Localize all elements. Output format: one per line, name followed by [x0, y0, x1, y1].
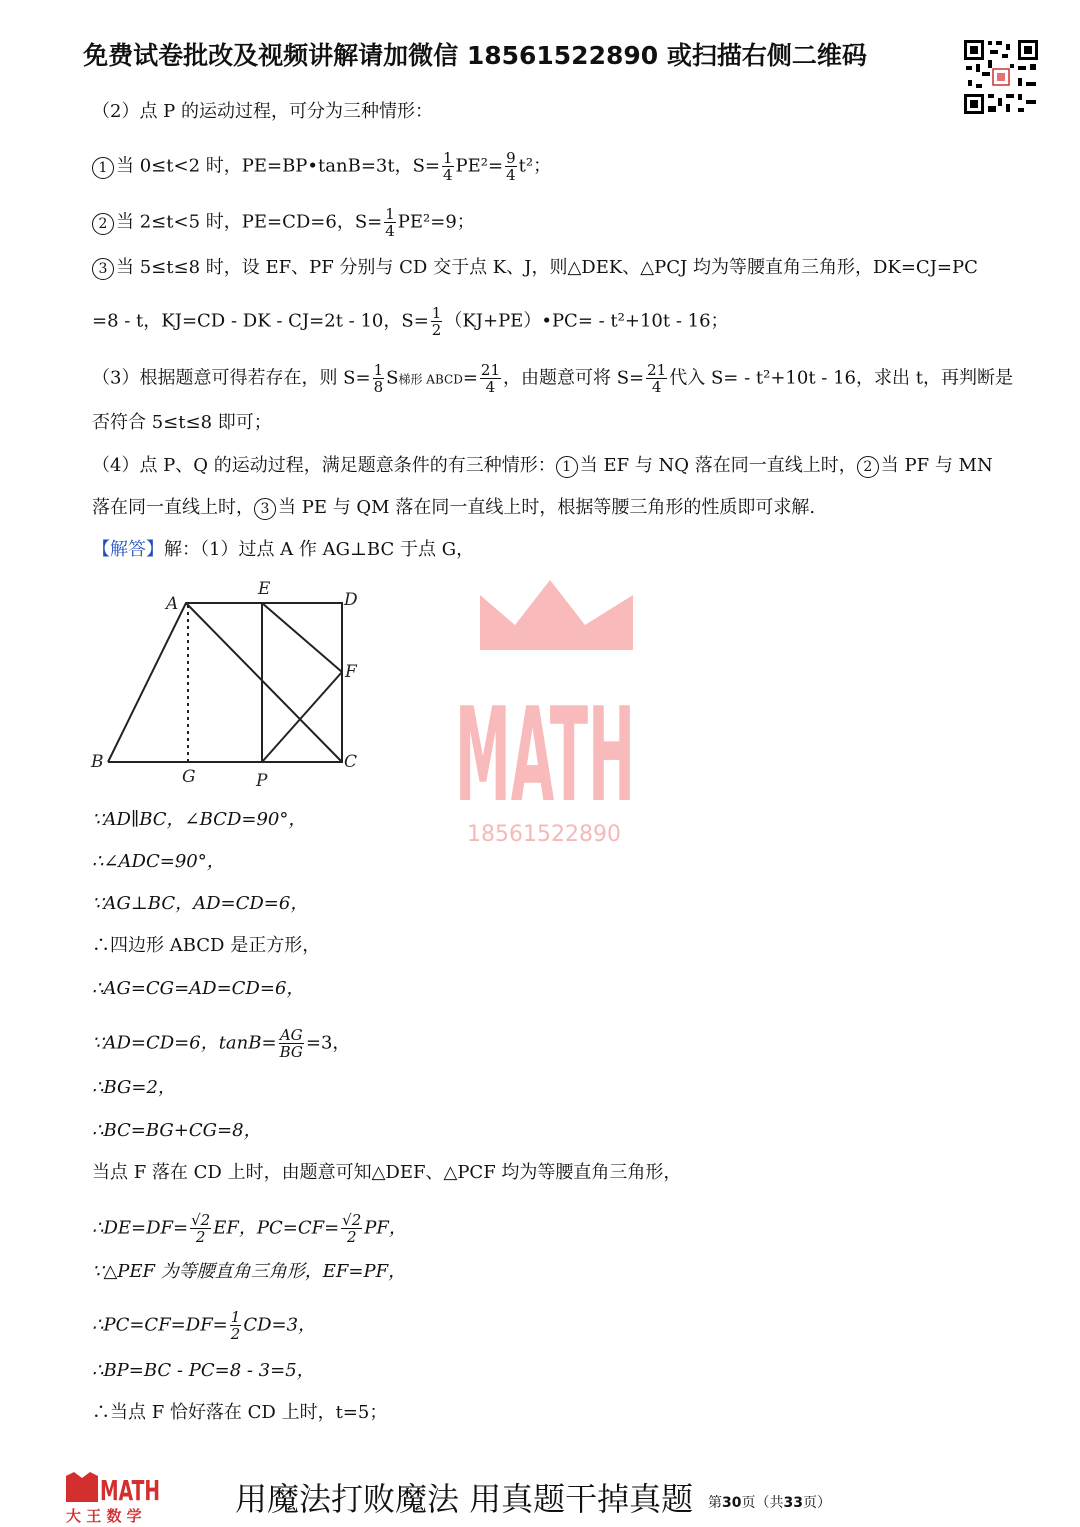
step-12: [92, 1309, 316, 1342]
circled-number: 2: [92, 213, 114, 235]
current-page: 30: [722, 1495, 742, 1511]
text: =3，: [305, 1032, 351, 1054]
text: 当 2≤t<5 时，PE=CD=6，S=: [116, 211, 383, 233]
text: 当 5≤t≤8 时，设 EF、PF 分别与 CD 交于点 K、J，则△DEK、△PCJ 均为等腰直角三角形，DK=CJ=PC: [116, 257, 978, 278]
label-c: C: [344, 752, 358, 772]
circled-number: 1: [556, 456, 578, 478]
analysis-line-1: （2）点 P 的运动过程，可分为三种情形：: [92, 101, 434, 122]
subscript: 梯形 ABCD: [398, 372, 463, 387]
footer-slogan: 用魔法打败魔法 用真题干掉真题: [235, 1480, 694, 1518]
circled-number: 3: [254, 498, 276, 520]
fraction: $\frac{21}{4}$: [480, 361, 500, 396]
analysis-case-1: [92, 150, 551, 183]
label-f: F: [345, 662, 357, 682]
page-number: [708, 1492, 831, 1512]
text: 解：（1）过点 A 作 AG⊥BC 于点 G，: [164, 539, 475, 560]
footer-logo-text: MATH: [100, 1474, 160, 1507]
step-14: ∴当点 F 恰好落在 CD 上时，t=5；: [92, 1402, 388, 1423]
fraction: $\frac{AG}{BG}$: [279, 1026, 303, 1061]
text: =8 - t，KJ=CD - DK - CJ=2t - 10，S=: [92, 310, 429, 332]
step-1: ∵AD∥BC，∠BCD=90°，: [92, 809, 307, 830]
step-13: ∴BP=BC - PC=8 - 3=5，: [92, 1360, 315, 1381]
fraction: $\frac{1}{2}$: [431, 304, 442, 339]
qr-code-icon[interactable]: [962, 38, 1040, 116]
analysis-part-3: [92, 362, 1013, 395]
page-header: [0, 36, 1080, 72]
text: 当 PE 与 QM 落在同一直线上时，根据等腰三角形的性质即可求解.: [278, 497, 816, 518]
fraction: $\frac{√2}{2}$: [191, 1211, 211, 1246]
text: t²；: [518, 155, 552, 177]
solution-intro: [92, 537, 474, 563]
segment-ac: [186, 603, 342, 762]
label-a: A: [166, 594, 179, 614]
text: =: [462, 367, 478, 389]
text: 页）: [802, 1495, 831, 1511]
step-6: [92, 1027, 350, 1060]
step-5: ∴AG=CG=AD=CD=6，: [92, 978, 305, 999]
circled-number: 1: [92, 157, 114, 179]
step-9: 当点 F 落在 CD 上时，由题意可知△DEF、△PCF 均为等腰直角三角形，: [92, 1162, 682, 1183]
trapezoid-abcd: [108, 603, 342, 762]
text: 页（共: [741, 1495, 784, 1511]
step-2: ∴∠ADC=90°，: [92, 851, 225, 872]
step-4: ∴四边形 ABCD 是正方形，: [92, 935, 321, 956]
text: 当 PF 与 MN: [880, 455, 993, 476]
label-d: D: [344, 590, 358, 610]
text: 代入 S= - t²+10t - 16，求出 t，再判断是: [669, 367, 1013, 389]
text: （KJ+PE）•PC= - t²+10t - 16；: [444, 310, 729, 332]
footer-logo: [64, 1472, 164, 1524]
footer-logo-sub: 大 王 数 学: [66, 1507, 142, 1524]
solution-tag: 【解答】: [92, 539, 164, 560]
watermark-phone: 18561522890: [467, 822, 621, 847]
text: ，由题意可将 S=: [503, 367, 645, 389]
label-p: P: [256, 771, 268, 790]
watermark-logo: [455, 575, 645, 815]
fraction: $\frac{1}{4}$: [385, 205, 395, 240]
text: PF，: [364, 1217, 407, 1239]
geometry-figure: [88, 575, 378, 790]
text: ∴DE=DF=: [92, 1217, 189, 1239]
label-b: B: [91, 752, 104, 772]
text: 落在同一直线上时，: [92, 497, 254, 518]
header-text-suffix: 或扫描右侧二维码: [658, 41, 867, 70]
segment-ef: [262, 603, 342, 672]
analysis-part-4: [92, 453, 993, 479]
analysis-case-3: [92, 255, 978, 281]
step-8: ∴BC=BG+CG=8，: [92, 1120, 262, 1141]
text: CD=3，: [243, 1314, 317, 1336]
header-phone: 18561522890: [466, 41, 659, 70]
analysis-part-3-cont: 否符合 5≤t≤8 即可；: [92, 412, 272, 433]
text: ∴PC=CF=DF=: [92, 1314, 228, 1336]
watermark-text: MATH: [455, 679, 635, 815]
text: PE²=9；: [397, 211, 475, 233]
text: ∵AD=CD=6，tanB=: [92, 1032, 277, 1054]
text: PE²=: [455, 155, 504, 177]
fraction: $\frac{1}{2}$: [230, 1308, 241, 1343]
analysis-case-2: [92, 206, 475, 239]
fraction: $\frac{21}{4}$: [647, 361, 667, 396]
header-text-prefix: 免费试卷批改及视频讲解请加微信: [83, 41, 467, 70]
fraction: $\frac{1}{4}$: [443, 149, 453, 184]
step-3: ∵AG⊥BC，AD=CD=6，: [92, 893, 309, 914]
text: 第: [708, 1495, 722, 1511]
text: 当 0≤t<2 时，PE=BP•tanB=3t，S=: [116, 155, 440, 177]
analysis-case-3-cont: [92, 305, 729, 338]
circled-number: 2: [857, 456, 879, 478]
crown-shape: [480, 580, 633, 650]
text: （3）根据题意可得若存在，则 S=: [92, 367, 371, 389]
analysis-part-4-cont: [92, 495, 815, 521]
fraction: $\frac{1}{8}$: [373, 361, 384, 396]
step-10: [92, 1212, 407, 1245]
label-e: E: [258, 579, 271, 599]
fraction: $\frac{9}{4}$: [506, 149, 516, 184]
fraction: $\frac{√2}{2}$: [342, 1211, 362, 1246]
step-7: ∴BG=2，: [92, 1077, 176, 1098]
step-11: ∵△PEF 为等腰直角三角形，EF=PF，: [92, 1261, 407, 1282]
text: （4）点 P、Q 的运动过程，满足题意条件的有三种情形：: [92, 455, 556, 476]
text: 当 EF 与 NQ 落在同一直线上时，: [579, 455, 857, 476]
text: S: [386, 367, 399, 389]
text: EF，PC=CF=: [213, 1217, 340, 1239]
circled-number: 3: [92, 258, 114, 280]
total-pages: 33: [783, 1495, 803, 1511]
label-g: G: [182, 767, 196, 787]
